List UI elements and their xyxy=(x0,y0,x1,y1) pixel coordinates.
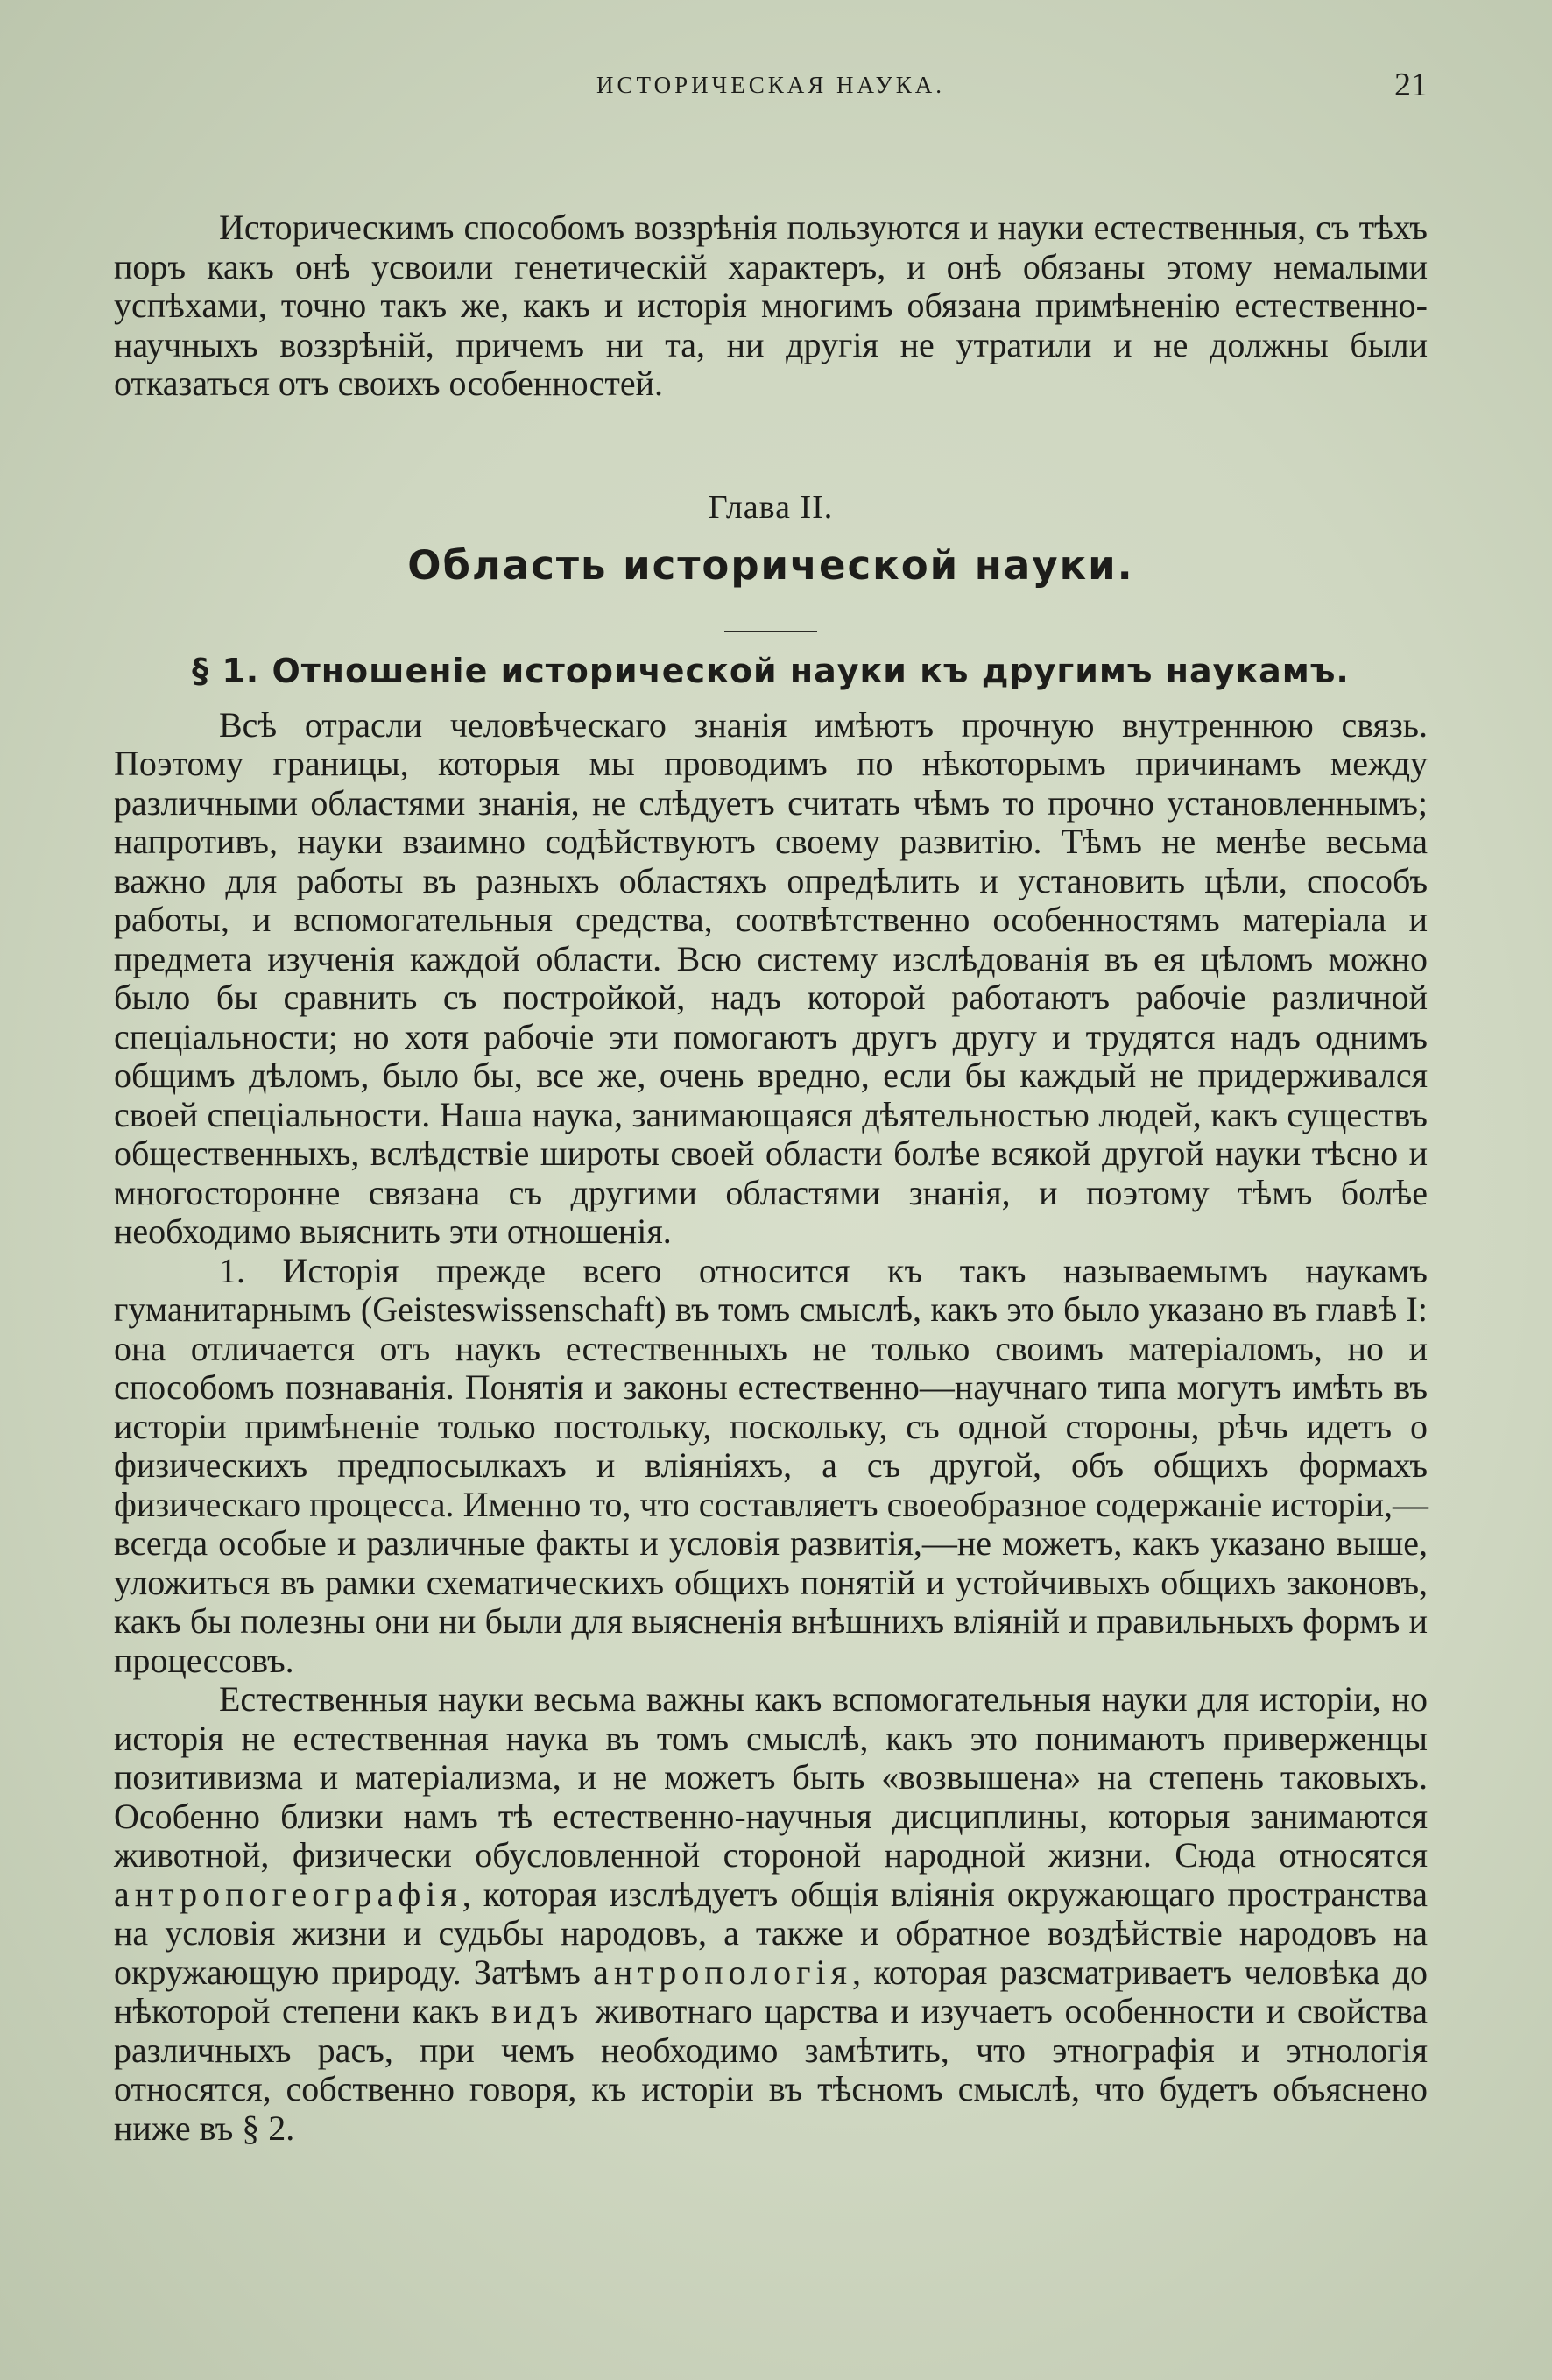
paragraph-1: Всѣ отрасли человѣческаго знанія имѣютъ прочную внутреннюю связь. Поэтому границы, которыя мы проводимъ по нѣкоторымъ причинамъ между различными областями знанія, не слѣдуетъ считать чѣмъ то прочно установленнымъ; напротивъ, науки взаимно содѣйствуютъ своему развитію. Тѣмъ не менѣе весьма важно для работы въ разныхъ областяхъ опредѣлить и установить цѣли, способъ работы, и вспомогательныя средства, соотвѣтственно особенностямъ матеріала и предмета изученія каждой области. Всю систему изслѣдованія въ ея цѣломъ можно было бы сравнить съ постройкой, надъ которой работаютъ рабочіе различной спеціальности; но хотя рабочіе эти помогаютъ другъ другу и трудятся надъ однимъ общимъ дѣломъ, было бы, все же, очень вредно, если бы каждый не придерживался своей спеціальности. Наша наука, занимающаяся дѣятельностью людей, какъ существъ общественныхъ, вслѣдствіе широты своей области болѣе всякой другой науки тѣсно и многосторонне связана съ другими областями знанія, и поэтому тѣмъ болѣе необходимо выяснить эти отношенія. xyxy=(114,704,1428,1251)
paragraph-3-text-d: животнаго царства и изучаетъ особенности и свойства различныхъ расъ, при чемъ необходимо замѣтить, что этнографія и этнологія относятся, собственно говоря, къ исторіи въ тѣсномъ смыслѣ, что будетъ объяснено ниже въ § 2. xyxy=(114,1991,1428,2148)
text-block xyxy=(114,61,1428,2148)
chapter-label: Глава II. xyxy=(708,488,834,526)
term-anthropology: антропологія xyxy=(593,1952,853,1992)
running-head xyxy=(114,61,1428,114)
term-anthropogeography: антропогеографія xyxy=(114,1874,462,1914)
term-species: видъ xyxy=(490,1991,584,2030)
paragraph-3-text-a: Естественныя науки весьма важны какъ вспомогательныя науки для исторіи, но исторія не естественная наука въ томъ смыслѣ, какъ это понимаютъ приверженцы позитивизма и матеріализма, и не можетъ быть «возвышена» на степень таковыхъ. Особенно близки намъ тѣ естественно-научныя дисциплины, которыя занимаются животной, физически обусловленной стороной народной жизни. Сюда относятся xyxy=(114,1679,1428,1875)
chapter-title: Область исторической науки. xyxy=(407,541,1134,589)
section-title: § 1. Отношеніе исторической науки къ другимъ наукамъ. xyxy=(192,651,1350,690)
running-title: ИСТОРИЧЕСКАЯ НАУКА. xyxy=(596,72,945,98)
paragraph-3-text-b: , которая изслѣдуетъ общія вліянія окружающаго пространства на условія жизни и судьбы народовъ, а также и обратное воздѣйствіе народовъ на окружающую природу. Затѣмъ xyxy=(114,1874,1428,1992)
paragraph-2: 1. Исторія прежде всего относится къ такъ называемымъ наукамъ гуманитарнымъ (Geisteswissenschaft) въ томъ смыслѣ, какъ это было указано въ главѣ I: она отличается отъ наукъ естественныхъ не только своимъ матеріаломъ, но и способомъ познаванія. Понятія и законы естественно—научнаго типа могутъ имѣть въ исторіи примѣненіе только постольку, поскольку, съ одной стороны, рѣчь идетъ о физическихъ предпосылкахъ и вліяніяхъ, а съ другой, объ общихъ формахъ физическаго процесса. Именно то, что составляетъ своеобразное содержаніе исторіи,— всегда особые и различные факты и условія развитія,—не можетъ, какъ указано выше, уложиться въ рамки схематическихъ общихъ понятій и устойчивыхъ общихъ законовъ, какъ бы полезны они ни были для выясненія внѣшнихъ вліяній и правильныхъ формъ и процессовъ. xyxy=(114,1250,1428,1680)
chapter-divider xyxy=(724,631,817,632)
paragraph-3-text-c: , которая разсматриваетъ человѣка до нѣкоторой степени какъ xyxy=(114,1952,1429,2030)
intro-paragraph: Историческимъ способомъ воззрѣнія пользуются и науки естественныя, съ тѣхъ поръ какъ онѣ усвоили генетическій характеръ, и онѣ обязаны этому немалыми успѣхами, точно такъ же, какъ и исторія многимъ обязана примѣненію естественно-научныхъ воззрѣній, причемъ ни та, ни другія не утратили и не должны были отказаться отъ своихъ особенностей. xyxy=(114,208,1428,403)
page-number: 21 xyxy=(1394,67,1428,103)
paragraph-3 xyxy=(114,1680,1428,2148)
